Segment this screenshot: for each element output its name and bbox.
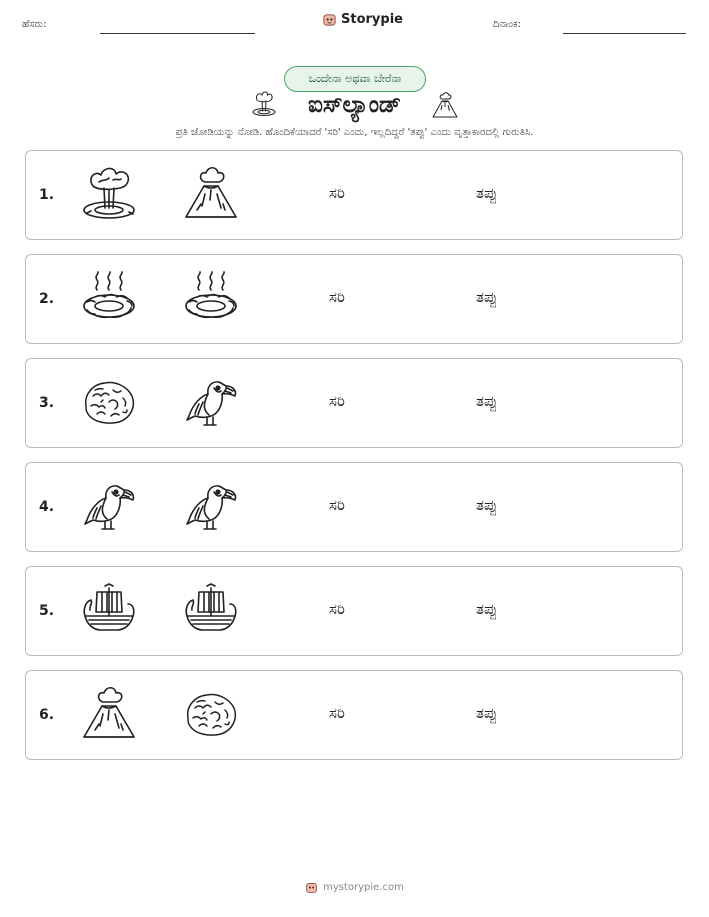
name-label: ಹೆಸರು: xyxy=(22,19,47,30)
date-label: ದಿನಾಂಕ: xyxy=(493,19,521,30)
hot-spring-icon xyxy=(81,270,137,326)
question-row-4 xyxy=(25,462,683,552)
option-true[interactable]: ಸರಿ xyxy=(329,600,345,618)
option-false[interactable]: ತಪ್ಪು xyxy=(476,392,498,410)
name-field[interactable] xyxy=(100,33,255,34)
puffin-icon xyxy=(183,478,239,534)
option-false[interactable]: ತಪ್ಪು xyxy=(476,184,498,202)
puffin-icon xyxy=(81,478,137,534)
question-number: 3. xyxy=(39,395,55,411)
hot-spring-icon xyxy=(183,270,239,326)
question-row-5 xyxy=(25,566,683,656)
volcano-icon xyxy=(183,166,239,222)
lava-rock-icon xyxy=(81,374,137,430)
option-false[interactable]: ತಪ್ಪು xyxy=(476,288,498,306)
question-number: 1. xyxy=(39,187,55,203)
footer-url[interactable]: mystorypie.com xyxy=(323,882,404,893)
question-number: 2. xyxy=(39,291,55,307)
question-row-6 xyxy=(25,670,683,760)
instructions: ಪ್ರತಿ ಜೋಡಿಯನ್ನು ನೋಡಿ. ಹೊಂದಿಕೆಯಾದರೆ 'ಸರಿ' ಎಂದು, ಇಲ್ಲದಿದ್ದರೆ 'ತಪ್ಪು' ಎಂದು ವೃತ್ತಾಕಾರದಲ್ಲಿ ಗುರುತಿಸಿ. xyxy=(175,127,534,138)
storypie-logo-icon xyxy=(305,881,318,894)
option-true[interactable]: ಸರಿ xyxy=(329,496,345,514)
brand-name: Storypie xyxy=(341,12,403,27)
worksheet-type-badge: ಒಂದೇನಾ ಅಥವಾ ಬೇರೆನಾ xyxy=(284,66,426,92)
viking-ship-icon xyxy=(183,582,239,638)
option-true[interactable]: ಸರಿ xyxy=(329,184,345,202)
date-field[interactable] xyxy=(563,33,686,34)
question-number: 5. xyxy=(39,603,55,619)
viking-ship-icon xyxy=(81,582,137,638)
footer xyxy=(0,881,709,894)
option-false[interactable]: ತಪ್ಪು xyxy=(476,704,498,722)
option-true[interactable]: ಸರಿ xyxy=(329,704,345,722)
question-number: 6. xyxy=(39,707,55,723)
option-false[interactable]: ತಪ್ಪು xyxy=(476,496,498,514)
storypie-logo-icon xyxy=(322,12,337,27)
option-false[interactable]: ತಪ್ಪು xyxy=(476,600,498,618)
page-title: ಐಸ್‌ಲ್ಯಾಂಡ್ xyxy=(307,92,402,118)
question-row-3 xyxy=(25,358,683,448)
question-number: 4. xyxy=(39,499,55,515)
question-row-1 xyxy=(25,150,683,240)
option-true[interactable]: ಸರಿ xyxy=(329,288,345,306)
volcano-icon xyxy=(431,92,459,120)
brand xyxy=(322,12,403,27)
puffin-icon xyxy=(183,374,239,430)
geyser-icon xyxy=(81,166,137,222)
volcano-icon xyxy=(81,686,137,742)
question-row-2 xyxy=(25,254,683,344)
lava-rock-icon xyxy=(183,686,239,742)
option-true[interactable]: ಸರಿ xyxy=(329,392,345,410)
